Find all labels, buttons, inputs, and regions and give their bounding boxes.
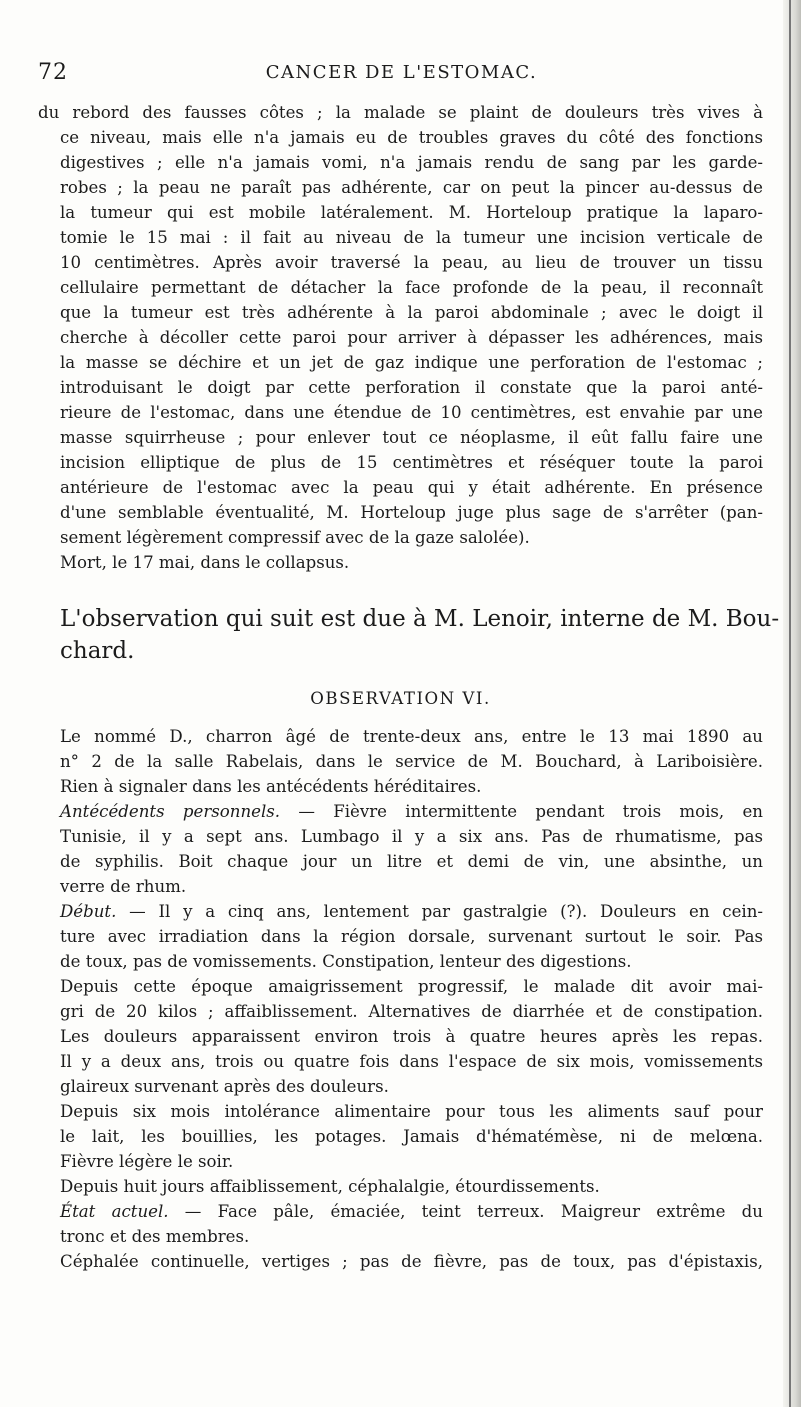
text-line: incision elliptique de plus de 15 centimètres et réséquer toute la paroi xyxy=(60,453,763,472)
text-line: ce niveau, mais elle n'a jamais eu de troubles graves du côté des fonctions xyxy=(60,128,763,147)
paragraph-debut xyxy=(38,899,763,974)
debut-label: Début. xyxy=(60,902,117,921)
text-line: Tunisie, il y a sept ans. Lumbago il y a six ans. Pas de rhumatisme, pas xyxy=(60,827,763,846)
text-line: antérieure de l'estomac avec la peau qui y était adhérente. En présence xyxy=(60,478,763,497)
text-line: d'une semblable éventualité, M. Horteloup juge plus sage de s'arrêter (pan- xyxy=(60,503,763,522)
text-line: Antécédents personnels. — Fièvre intermittente pendant trois mois, en xyxy=(60,802,763,821)
text-line: Début. — Il y a cinq ans, lentement par gastralgie (?). Douleurs en cein- xyxy=(60,902,763,921)
paragraph-operation xyxy=(38,100,763,575)
text-line: cellulaire permettant de détacher la face profonde de la peau, il reconnaît xyxy=(60,278,763,297)
observation-title: OBSERVATION VI. xyxy=(310,689,491,708)
paragraph-admission xyxy=(38,724,763,799)
text-line: Fièvre légère le soir. xyxy=(60,1152,234,1171)
page-number: 72 xyxy=(38,60,68,85)
text-line: Il y a deux ans, trois ou quatre fois dans l'espace de six mois, vomissements xyxy=(60,1052,763,1071)
etat-label: État actuel. xyxy=(60,1202,169,1221)
text-line: gri de 20 kilos ; affaiblissement. Alternatives de diarrhée et de constipation. xyxy=(60,1002,763,1021)
paragraph-antecedents xyxy=(38,799,763,899)
page-edge-shadow xyxy=(783,0,801,1407)
text-line: Depuis cette époque amaigrissement progressif, le malade dit avoir mai- xyxy=(60,977,763,996)
running-title: CANCER DE L'ESTOMAC. xyxy=(265,62,538,83)
observation-credit-heading-cont: chard. xyxy=(60,638,135,664)
text-line: Depuis six mois intolérance alimentaire pour tous les aliments sauf pour xyxy=(60,1102,763,1121)
text-line: n° 2 de la salle Rabelais, dans le service de M. Bouchard, à Lariboisière. xyxy=(60,752,763,771)
text-line: robes ; la peau ne paraît pas adhérente, car on peut la pincer au-dessus de xyxy=(60,178,763,197)
text-line: la tumeur qui est mobile latéralement. M. Horteloup pratique la laparo- xyxy=(60,203,763,222)
text-line: de toux, pas de vomissements. Constipation, lenteur des digestions. xyxy=(60,952,632,971)
paragraph-cephalee: Céphalée continuelle, vertiges ; pas de fièvre, pas de toux, pas d'épistaxis, xyxy=(60,1252,763,1271)
text-line: 10 centimètres. Après avoir traversé la peau, au lieu de trouver un tissu xyxy=(60,253,763,272)
paragraph-etat xyxy=(38,1199,763,1249)
text-line: du rebord des fausses côtes ; la malade se plaint de douleurs très vives à xyxy=(38,103,763,122)
text-line: masse squirrheuse ; pour enlever tout ce néoplasme, il eût fallu faire une xyxy=(60,428,763,447)
text-line: de syphilis. Boit chaque jour un litre et demi de vin, une absinthe, un xyxy=(60,852,763,871)
death-line: Mort, le 17 mai, dans le collapsus. xyxy=(60,553,350,572)
text-line: le lait, les bouillies, les potages. Jamais d'hématémèse, ni de melœna. xyxy=(60,1127,763,1146)
text-line: que la tumeur est très adhérente à la paroi abdominale ; avec le doigt il xyxy=(60,303,763,322)
text-line: État actuel. — Face pâle, émaciée, teint terreux. Maigreur extrême du xyxy=(60,1202,763,1221)
observation-credit-heading: L'observation qui suit est due à M. Lenoir, interne de M. Bou- xyxy=(60,606,780,632)
text-line: glaireux survenant après des douleurs. xyxy=(60,1077,389,1096)
text-line: verre de rhum. xyxy=(60,877,187,896)
text-line: rieure de l'estomac, dans une étendue de 10 centimètres, est envahie par une xyxy=(60,403,763,422)
text-line: cherche à décoller cette paroi pour arriver à dépasser les adhérences, mais xyxy=(60,328,763,347)
text-line: Le nommé D., charron âgé de trente-deux ans, entre le 13 mai 1890 au xyxy=(60,727,763,746)
page-body xyxy=(38,100,780,1274)
text-line: tronc et des membres. xyxy=(60,1227,250,1246)
text-line: ture avec irradiation dans la région dorsale, survenant surtout le soir. Pas xyxy=(60,927,763,946)
paragraph-progression xyxy=(38,974,763,1099)
text-line: Rien à signaler dans les antécédents héréditaires. xyxy=(60,777,482,796)
text-line: digestives ; elle n'a jamais vomi, n'a jamais rendu de sang par les garde- xyxy=(60,153,763,172)
page-edge-line xyxy=(789,0,791,1407)
paragraph-intolerance xyxy=(38,1099,763,1174)
text-line: Les douleurs apparaissent environ trois à quatre heures après les repas. xyxy=(60,1027,763,1046)
text-line: introduisant le doigt par cette perforation il constate que la paroi anté- xyxy=(60,378,763,397)
paragraph-recent: Depuis huit jours affaiblissement, céphalalgie, étourdissements. xyxy=(60,1177,600,1196)
text-line: tomie le 15 mai : il fait au niveau de la tumeur une incision verticale de xyxy=(60,228,763,247)
text-line: sement légèrement compressif avec de la gaze salolée). xyxy=(60,528,530,547)
antecedents-label: Antécédents personnels. xyxy=(60,802,281,821)
text-line: la masse se déchire et un jet de gaz indique une perforation de l'estomac ; xyxy=(60,353,763,372)
page-header xyxy=(38,60,765,90)
